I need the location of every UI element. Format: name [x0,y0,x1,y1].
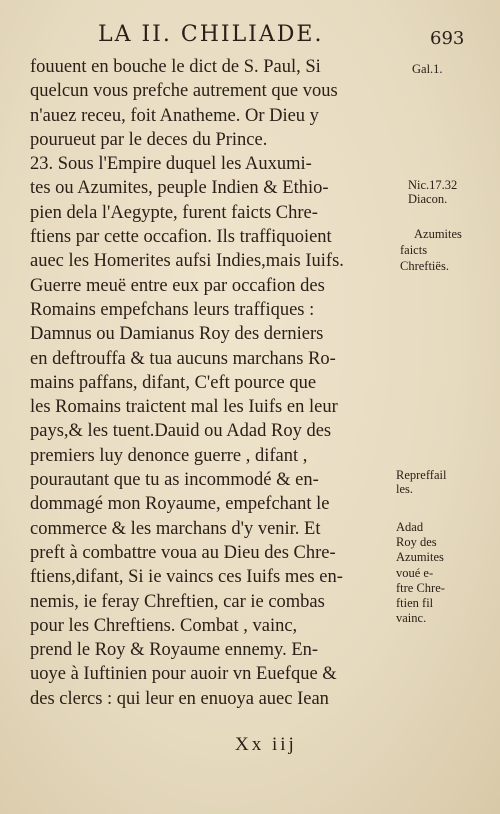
running-head: LA II. CHILIADE. [98,22,324,47]
text-line: auec les Homerites aufsi Indies,mais Iuifs. [30,251,344,272]
margin-note-line: ftien fil [396,596,434,611]
margin-note-line: voué e- [396,565,434,580]
text-line: premiers luy denonce guerre , difant , [30,445,308,466]
margin-note-azumites [400,226,462,274]
page-number: 693 [430,28,465,49]
margin-note-line: Diacon. [408,192,448,206]
signature-mark: Xx iij [235,734,297,755]
text-line: dommagé mon Royaume, empefchant le [30,494,330,515]
margin-note-line: vainc. [396,611,427,626]
text-line: les Romains traictent mal les Iuifs en leur [30,397,338,418]
text-line: en deftrouffa & tua aucuns marchans Ro- [30,348,336,369]
margin-note-line: Repreffail [396,468,447,482]
text-line: ftiens,difant, Si ie vaincs ces Iuifs mes en- [30,567,343,588]
margin-note-line: Gal.1. [412,62,443,76]
text-line: pourueut par le deces du Prince. [30,129,268,150]
text-line: pourautant que tu as incommodé & en- [30,470,319,491]
text-line: uoye à Iuftinien pour auoir vn Euefque & [30,664,337,685]
body-text [30,55,400,711]
text-line: pien dela l'Aegypte, furent faicts Chre- [30,202,318,223]
text-line: preft à combattre voua au Dieu des Chre- [30,542,336,563]
margin-note-adad [396,520,445,626]
margin-note-line: faicts [400,243,428,257]
margin-note-nic [408,178,457,206]
text-line: tes ou Azumites, peuple Indien & Ethio- [30,178,329,199]
margin-note-represail [396,468,446,496]
text-line: Romains empefchans leurs traffiques : [30,299,315,320]
text-line: des clercs : qui leur en enuoya auec Iean [30,688,329,709]
margin-note-line: Azumites [414,227,462,241]
margin-note-line: Chreftiës. [400,259,449,273]
margin-note-line: Adad [396,520,424,534]
text-line: pour les Chreftiens. Combat , vainc, [30,615,298,636]
text-line: pays,& les tuent.Dauid ou Adad Roy des [30,421,332,442]
margin-note-line: ftre Chre- [396,580,445,595]
margin-note-gal [412,62,443,76]
margin-note-line: Azumites [396,550,444,565]
text-line: Damnus ou Damianus Roy des derniers [30,324,324,345]
text-line: prend le Roy & Royaume ennemy. En- [30,640,319,661]
text-line: n'auez receu, foit Anatheme. Or Dieu y [30,105,319,126]
margin-note-line: Roy des [396,535,437,550]
text-line: nemis, ie feray Chreftien, car ie combas [30,591,325,612]
text-line: fouuent en bouche le dict de S. Paul, Si [30,57,321,77]
text-line: 23. Sous l'Empire duquel les Auxumi- [30,154,312,175]
margin-note-line: les. [396,482,414,496]
text-line: mains paffans, difant, C'eft pource que [30,372,317,393]
text-line: commerce & les marchans d'y venir. Et [30,518,321,539]
margin-note-line: Nic.17.32 [408,178,458,192]
text-line: Guerre meuë entre eux par occafion des [30,275,325,296]
text-line: quelcun vous prefche autrement que vous [30,81,338,102]
text-line: ftiens par cette occafion. Ils traffiquoient [30,227,332,248]
